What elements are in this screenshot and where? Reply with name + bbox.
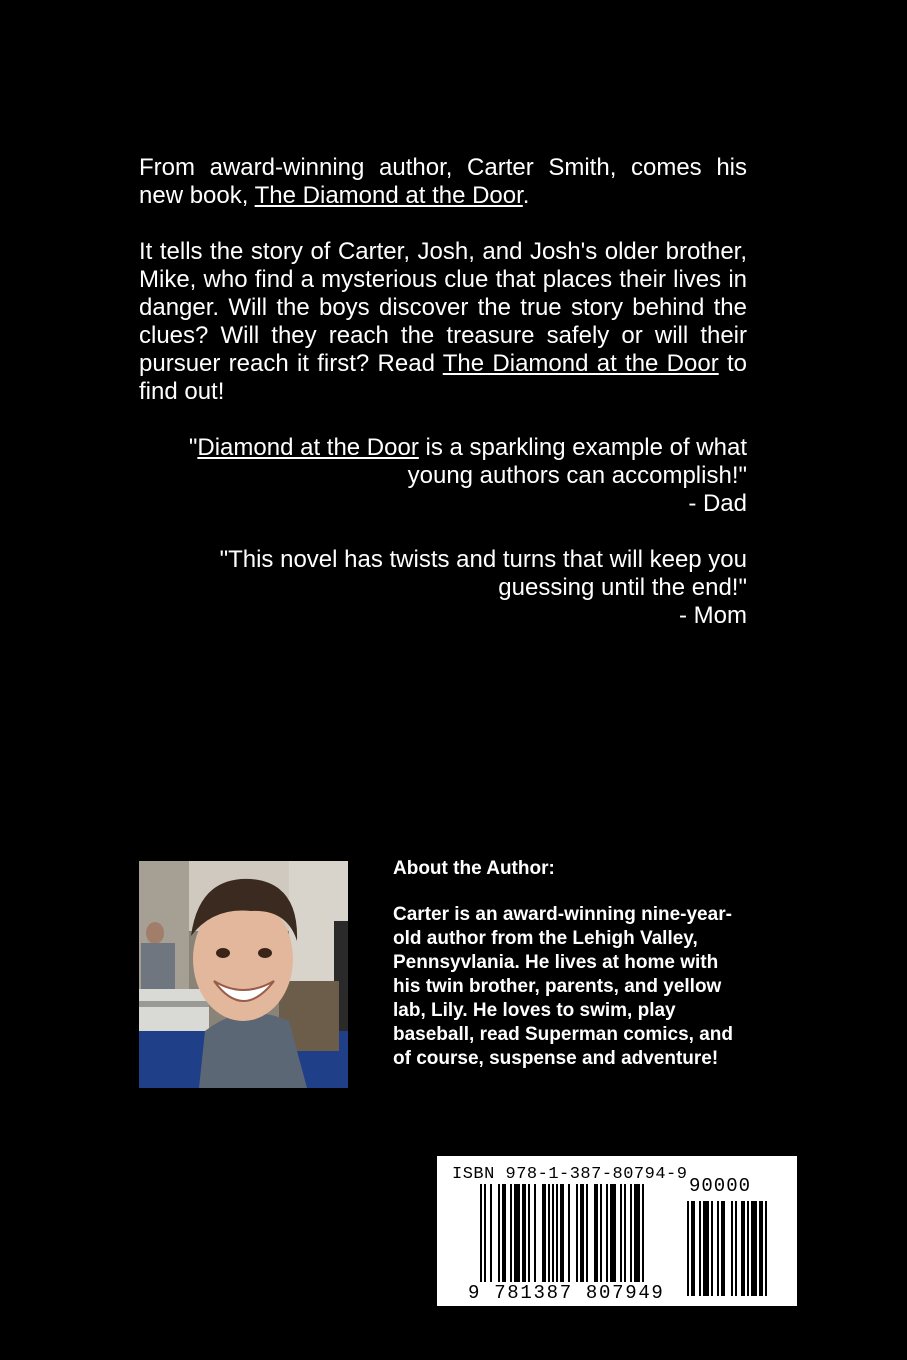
barcode-digits: 9 781387 807949: [468, 1282, 665, 1304]
story-paragraph: [139, 238, 747, 406]
barcode-bar: [568, 1184, 570, 1296]
quote-book-title: Diamond at the Door: [197, 434, 419, 461]
about-heading: About the Author:: [393, 858, 555, 879]
barcode-bar: [534, 1184, 536, 1284]
quote-dad: [139, 434, 747, 518]
barcode-bar: [634, 1184, 640, 1284]
barcode-bar: [552, 1184, 554, 1284]
barcode-bar: [691, 1201, 695, 1296]
barcode-bar: [594, 1184, 598, 1284]
back-cover-blurb: [139, 154, 747, 658]
barcode-bar: [759, 1201, 763, 1296]
quote-open-mark: ": [188, 434, 198, 461]
author-photo: [139, 861, 348, 1088]
barcode-bar: [576, 1184, 578, 1284]
barcode-bar: [751, 1201, 757, 1296]
barcode-bar: [610, 1184, 616, 1284]
story-end: to find out!: [139, 350, 747, 405]
quote-body: is a sparkling example of what young authors can accomplish!": [407, 434, 747, 489]
quote-attribution: - Mom: [679, 602, 747, 629]
barcode-bar: [606, 1184, 608, 1284]
barcode-bar: [556, 1184, 558, 1284]
barcode-bar: [642, 1184, 644, 1296]
barcode-bar: [514, 1184, 520, 1284]
about-the-author: [393, 857, 738, 1071]
barcode-bar: [687, 1201, 689, 1296]
book-title-underlined: The Diamond at the Door: [254, 182, 523, 209]
isbn-barcode: [437, 1156, 797, 1306]
barcode-bar: [620, 1184, 622, 1284]
barcode-bar: [717, 1201, 719, 1296]
barcode-bar: [711, 1201, 713, 1296]
barcode-bar: [765, 1201, 767, 1296]
barcode-bar: [542, 1184, 546, 1284]
barcode-bar: [528, 1184, 530, 1284]
quote-text: "This novel has twists and turns that will keep you guessing until the end!": [219, 546, 747, 601]
barcode-bar: [484, 1184, 486, 1296]
barcode-bar: [560, 1184, 564, 1296]
barcode-bar: [580, 1184, 584, 1284]
barcode-bar: [548, 1184, 550, 1284]
barcode-bar: [731, 1201, 733, 1296]
barcode-bar: [490, 1184, 492, 1284]
barcode-bar: [498, 1184, 500, 1284]
isbn-label: ISBN 978-1-387-80794-9: [452, 1165, 688, 1184]
barcode-bar: [624, 1184, 626, 1284]
barcode-bar: [703, 1201, 709, 1296]
barcode-bar: [721, 1201, 725, 1296]
about-body: Carter is an award-winning nine-year-old author from the Lehigh Valley, Pennsyvlania. He lives at home with his twin brother, parents, and yellow lab, Lily. He loves to swim, play baseball, read Superman comics, and of course, suspense and adventure!: [393, 904, 734, 1069]
barcode-bar: [600, 1184, 602, 1284]
barcode-bar: [699, 1201, 701, 1296]
intro-end: .: [522, 182, 530, 209]
quote-mom: [139, 546, 747, 630]
barcode-bar: [586, 1184, 588, 1284]
barcode-bar: [502, 1184, 506, 1284]
intro-paragraph: [139, 154, 747, 210]
barcode-bar: [480, 1184, 482, 1296]
book-title-underlined: The Diamond at the Door: [442, 350, 719, 377]
addon-digits: 90000: [689, 1175, 752, 1197]
quote-attribution: - Dad: [688, 490, 747, 517]
barcode-bar: [747, 1201, 749, 1296]
barcode-bar: [522, 1184, 526, 1284]
intro-text: From award-winning author, Carter Smith, comes his new book,: [139, 154, 747, 209]
story-text: It tells the story of Carter, Josh, and Josh's older brother, Mike, who find a mysterious clue that places their lives in danger. Will the boys discover the true story behind the clues? Will they reach the treasure safely or will their pursuer reach it first? Read: [139, 238, 747, 377]
barcode-bar: [741, 1201, 745, 1296]
barcode-bar: [510, 1184, 512, 1284]
barcode-bar: [735, 1201, 737, 1296]
quote-text: [139, 434, 747, 490]
barcode-bar: [630, 1184, 632, 1284]
